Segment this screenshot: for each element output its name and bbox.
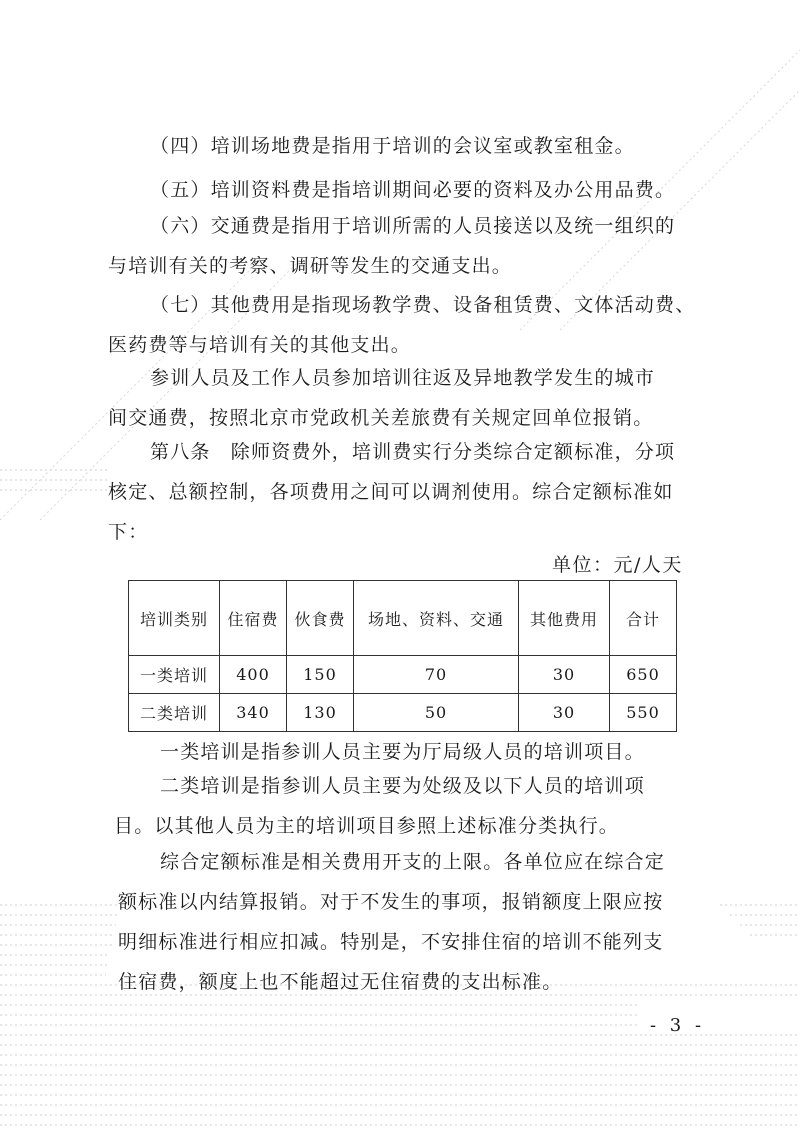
table-row — [129, 694, 677, 732]
text-line: 一类培训是指参训人员主要为厅局级人员的培训项目。 — [160, 741, 645, 763]
page-number: - 3 - — [650, 1015, 706, 1036]
header-cell: 培训类别 — [129, 581, 220, 656]
text-line: （六）交通费是指用于培训所需的人员接送以及统一组织的 — [150, 215, 676, 237]
paragraph-article-8 — [108, 432, 675, 552]
paragraph-travel-reimbursement — [108, 358, 655, 438]
table-row — [129, 656, 677, 694]
text-line: 综合定额标准是相关费用开支的上限。各单位应在综合定 — [160, 851, 666, 873]
text-line: 下： — [108, 521, 149, 543]
text-line: 核定、总额控制，各项费用之间可以调剂使用。综合定额标准如 — [108, 481, 674, 503]
paragraph-item-7 — [108, 285, 695, 365]
note-quota-limit — [118, 842, 665, 1002]
paragraph-item-4 — [150, 126, 635, 166]
paragraph-item-5 — [150, 170, 675, 210]
table-cell: 二类培训 — [129, 694, 220, 732]
text-line: 医药费等与培训有关的其他支出。 — [108, 334, 412, 356]
fee-standard-table — [128, 580, 677, 732]
header-cell: 合计 — [610, 581, 677, 656]
table-header-row — [129, 581, 677, 656]
table-cell: 一类培训 — [129, 656, 220, 694]
table-cell: 550 — [610, 694, 677, 732]
text-line: 第八条 除师资费外，培训费实行分类综合定额标准，分项 — [150, 441, 676, 463]
unit-label: 单位：元/人天 — [552, 554, 683, 576]
paragraph-item-6 — [108, 206, 675, 286]
header-cell: 场地、资料、交通 — [354, 581, 519, 656]
text-line: 参训人员及工作人员参加培训往返及异地教学发生的城市 — [150, 367, 656, 389]
table-cell: 650 — [610, 656, 677, 694]
table-cell: 150 — [287, 656, 354, 694]
text-line: 住宿费，额度上也不能超过无住宿费的支出标准。 — [118, 971, 563, 993]
text-line: 二类培训是指参训人员主要为处级及以下人员的培训项 — [160, 775, 645, 797]
text-line: 与培训有关的考察、调研等发生的交通支出。 — [108, 255, 513, 277]
table-cell: 50 — [354, 694, 519, 732]
text-line: 明细标准进行相应扣减。特别是，不安排住宿的培训不能列支 — [118, 931, 664, 953]
table-cell: 400 — [220, 656, 287, 694]
text-line: （四）培训场地费是指用于培训的会议室或教室租金。 — [150, 135, 635, 157]
table-cell: 30 — [519, 694, 610, 732]
text-line: 间交通费，按照北京市党政机关差旅费有关规定回单位报销。 — [108, 407, 654, 429]
text-line: 目。以其他人员为主的培训项目参照上述标准分类执行。 — [114, 815, 620, 837]
note-class-2 — [114, 766, 645, 846]
text-line: （五）培训资料费是指培训期间必要的资料及办公用品费。 — [150, 179, 676, 201]
table-cell: 130 — [287, 694, 354, 732]
header-cell: 其他费用 — [519, 581, 610, 656]
table-cell: 30 — [519, 656, 610, 694]
text-line: （七）其他费用是指现场教学费、设备租赁费、文体活动费、 — [150, 294, 696, 316]
table-cell: 70 — [354, 656, 519, 694]
text-line: 额标准以内结算报销。对于不发生的事项，报销额度上限应按 — [118, 891, 664, 913]
header-cell: 住宿费 — [220, 581, 287, 656]
table-cell: 340 — [220, 694, 287, 732]
header-cell: 伙食费 — [287, 581, 354, 656]
